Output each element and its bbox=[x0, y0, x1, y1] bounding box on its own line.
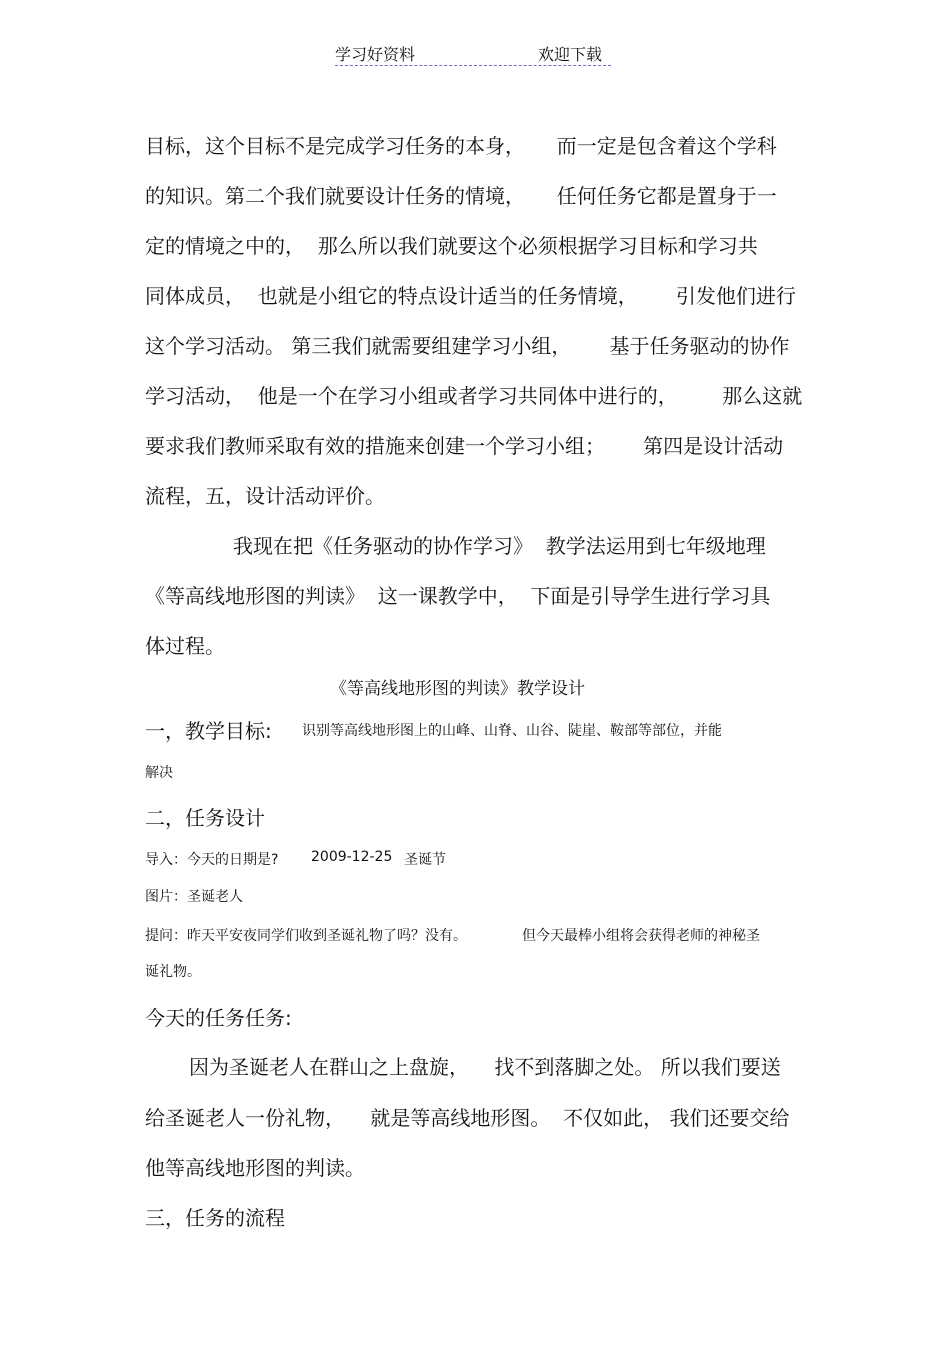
paragraph-line: 同体成员， 也就是小组它的特点设计适当的任务情境， 引发他们进行 bbox=[145, 284, 796, 308]
paragraph-line: 学习活动， 他是一个在学习小组或者学习共同体中进行的， 那么这就 bbox=[145, 384, 803, 408]
task-paragraph-line: 他等高线地形图的判读。 bbox=[145, 1156, 365, 1180]
question-line2: 诞礼物。 bbox=[145, 964, 201, 980]
paragraph-line: 《等高线地形图的判读》 这一课教学中， 下面是引导学生进行学习具 bbox=[145, 584, 771, 608]
header-right-text: 欢迎下载 bbox=[538, 45, 603, 64]
paragraph-line: 这个学习活动。 第三我们就需要组建学习小组， 基于任务驱动的协作 bbox=[145, 334, 790, 358]
design-title: 《等高线地形图的判读》教学设计 bbox=[330, 679, 585, 699]
question-line1-part1: 提问：昨天平安夜同学们收到圣诞礼物了吗？没有。 bbox=[145, 928, 467, 944]
intro-label: 导入：今天的日期是? bbox=[145, 852, 279, 868]
paragraph-line: 定的情境之中的， 那么所以我们就要这个必须根据学习目标和学习共 bbox=[145, 234, 758, 258]
page-header bbox=[335, 40, 611, 66]
intro-holiday: 圣诞节 bbox=[404, 852, 446, 868]
intro-date: 2009-12-25 bbox=[311, 849, 393, 865]
paragraph-line: 目标，这个目标不是完成学习任务的本身， 而一定是包含着这个学科 bbox=[145, 134, 777, 158]
section3-heading: 三，任务的流程 bbox=[145, 1206, 285, 1230]
task-paragraph-line: 给圣诞老人一份礼物， 就是等高线地形图。 不仅如此， 我们还要交给 bbox=[145, 1106, 790, 1130]
paragraph-line: 我现在把《任务驱动的协作学习》 教学法运用到七年级地理 bbox=[233, 534, 766, 558]
paragraph-line: 要求我们教师采取有效的措施来创建一个学习小组； 第四是设计活动 bbox=[145, 434, 784, 458]
section1-heading: 一，教学目标: bbox=[145, 719, 272, 743]
section2-heading: 二，任务设计 bbox=[145, 806, 265, 830]
header-left-text: 学习好资料 bbox=[335, 45, 416, 64]
question-line1-part2: 但今天最棒小组将会获得老师的神秘圣 bbox=[522, 928, 760, 944]
paragraph-line: 体过程。 bbox=[145, 634, 225, 658]
today-task-heading: 今天的任务任务: bbox=[145, 1006, 292, 1030]
paragraph-line: 流程，五，设计活动评价。 bbox=[145, 484, 385, 508]
picture-line: 图片：圣诞老人 bbox=[145, 889, 243, 905]
section1-continuation: 解决 bbox=[145, 765, 173, 781]
task-paragraph-line: 因为圣诞老人在群山之上盘旋， 找不到落脚之处。 所以我们要送 bbox=[189, 1055, 781, 1079]
paragraph-line: 的知识。第二个我们就要设计任务的情境， 任何任务它都是置身于一 bbox=[145, 184, 777, 208]
section1-text: 识别等高线地形图上的山峰、山脊、山谷、陡崖、鞍部等部位，并能 bbox=[302, 723, 722, 739]
